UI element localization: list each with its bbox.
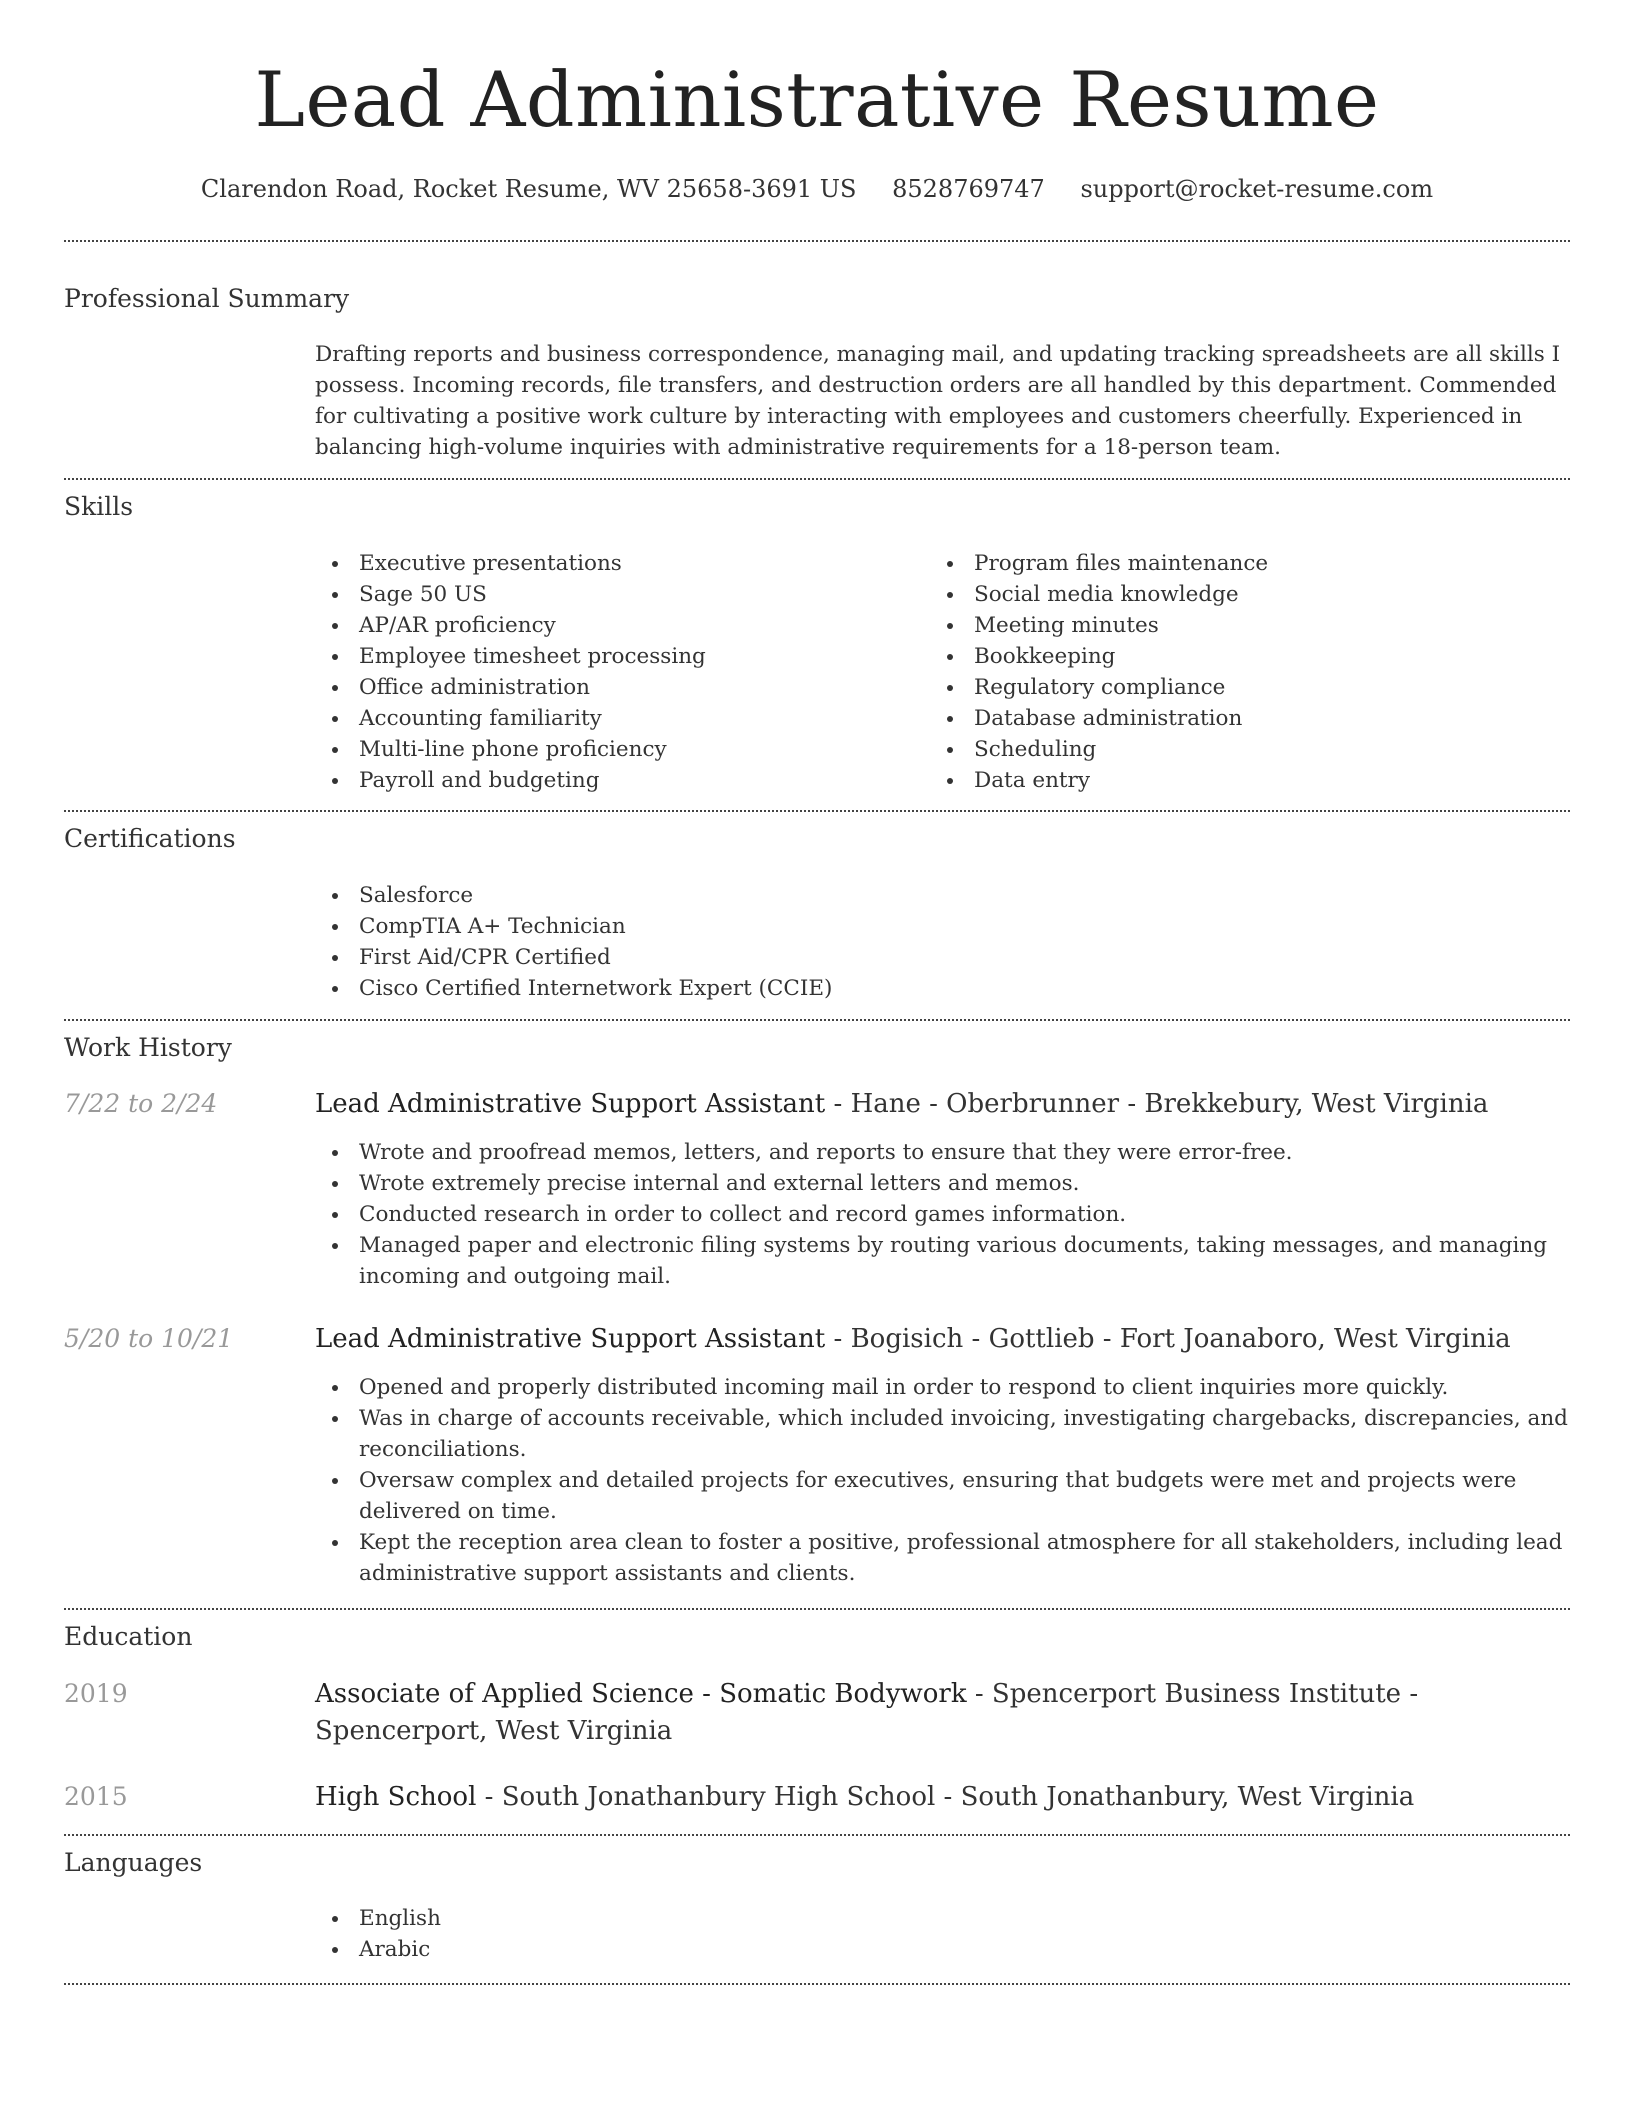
job-details: - Hane - Oberbrunner - Brekkebury, West Virginia: [825, 1089, 1489, 1119]
job-details: - Bogisich - Gottlieb - Fort Joanaboro, West Virginia: [825, 1324, 1511, 1354]
divider: [64, 810, 1570, 812]
list-item: Program files maintenance: [930, 548, 1545, 579]
list-item: Sage 50 US: [315, 579, 930, 610]
job-dates: 5/20 to 10/21: [64, 1324, 234, 1353]
contact-line: [64, 172, 1570, 206]
list-item: Oversaw complex and detailed projects for executives, ensuring that budgets were met and projects were delivered on time.: [315, 1465, 1570, 1527]
list-item: Salesforce: [315, 880, 1570, 911]
list-item: Payroll and budgeting: [315, 765, 930, 796]
job-dates: 7/22 to 2/24: [64, 1089, 218, 1118]
education-details: - Spencerport Business Institute - Spencerport, West Virginia: [315, 1679, 1419, 1746]
list-item: Accounting familiarity: [315, 703, 930, 734]
list-item: Executive presentations: [315, 548, 930, 579]
resume-title: Lead Administrative Resume: [254, 55, 1380, 144]
contact-email: support@rocket-resume.com: [1080, 175, 1434, 203]
skills-list-right: [930, 548, 1545, 796]
list-item: Wrote and proofread memos, letters, and reports to ensure that they were error-free.: [315, 1137, 1570, 1168]
languages-list: [315, 1903, 1570, 1965]
list-item: Meeting minutes: [930, 610, 1545, 641]
divider: [64, 1983, 1570, 1985]
list-item: First Aid/CPR Certified: [315, 942, 1570, 973]
list-item: Employee timesheet processing: [315, 641, 930, 672]
section-title-languages: Languages: [64, 1848, 203, 1877]
list-item: Bookkeeping: [930, 641, 1545, 672]
list-item: English: [315, 1903, 1570, 1934]
list-item: Multi-line phone proficiency: [315, 734, 930, 765]
list-item: Wrote extremely precise internal and external letters and memos.: [315, 1168, 1570, 1199]
divider: [64, 1019, 1570, 1021]
list-item: Conducted research in order to collect and record games information.: [315, 1199, 1570, 1230]
education-heading: [315, 1676, 1570, 1750]
section-title-skills: Skills: [64, 492, 134, 521]
divider: [64, 240, 1570, 242]
list-item: Kept the reception area clean to foster a positive, professional atmosphere for all stakeholders, including lead administrative support assistants and clients.: [315, 1527, 1570, 1589]
skills-columns: [315, 548, 1570, 796]
certifications-list: [315, 880, 1570, 1004]
section-title-work-history: Work History: [64, 1033, 232, 1062]
list-item: Cisco Certified Internetwork Expert (CCIE): [315, 973, 1570, 1004]
list-item: Opened and properly distributed incoming mail in order to respond to client inquiries more quickly.: [315, 1372, 1570, 1403]
list-item: Database administration: [930, 703, 1545, 734]
list-item: Data entry: [930, 765, 1545, 796]
job-title: Lead Administrative Support Assistant: [315, 1324, 826, 1354]
list-item: AP/AR proficiency: [315, 610, 930, 641]
job-duties: [315, 1137, 1570, 1292]
job-duties: [315, 1372, 1570, 1589]
list-item: CompTIA A+ Technician: [315, 911, 1570, 942]
list-item: Managed paper and electronic filing systems by routing various documents, taking messages, and managing incoming and outgoing mail.: [315, 1230, 1570, 1292]
section-title-certifications: Certifications: [64, 824, 236, 853]
job-title: Lead Administrative Support Assistant: [315, 1089, 826, 1119]
job-heading: [315, 1086, 1570, 1123]
education-degree: High School: [315, 1782, 477, 1812]
skills-list-left: [315, 548, 930, 796]
list-item: Office administration: [315, 672, 930, 703]
list-item: Regulatory compliance: [930, 672, 1545, 703]
education-year: 2015: [64, 1782, 128, 1811]
divider: [64, 478, 1570, 480]
job-heading: [315, 1321, 1570, 1358]
job-bullets: [315, 1137, 1570, 1292]
list-item: Was in charge of accounts receivable, which included invoicing, investigating chargebacks, discrepancies, and reconciliations.: [315, 1403, 1570, 1465]
section-title-education: Education: [64, 1622, 193, 1651]
contact-address: Clarendon Road, Rocket Resume, WV 25658-3691 US: [200, 175, 857, 203]
languages-block: [315, 1903, 1570, 1965]
list-item: Scheduling: [930, 734, 1545, 765]
divider: [64, 1834, 1570, 1836]
job-bullets: [315, 1372, 1570, 1589]
divider: [64, 1608, 1570, 1610]
education-details: - South Jonathanbury High School - South Jonathanbury, West Virginia: [476, 1782, 1415, 1812]
education-year: 2019: [64, 1679, 128, 1708]
summary-text: Drafting reports and business correspondence, managing mail, and updating tracking spreadsheets are all skills I possess. Incoming records, file transfers, and destruction orders are all handled by this department. Commended for cultivating a positive work culture by interacting with employees and customers cheerfully. Experienced in balancing high-volume inquiries with administrative requirements for a 18-person team.: [315, 342, 1561, 460]
list-item: Social media knowledge: [930, 579, 1545, 610]
section-title-summary: Professional Summary: [64, 284, 350, 313]
education-heading: [315, 1779, 1570, 1816]
education-degree: Associate of Applied Science - Somatic Bodywork: [315, 1679, 967, 1709]
list-item: Arabic: [315, 1934, 1570, 1965]
certifications-block: [315, 880, 1570, 1004]
contact-phone: 8528769747: [892, 175, 1045, 203]
